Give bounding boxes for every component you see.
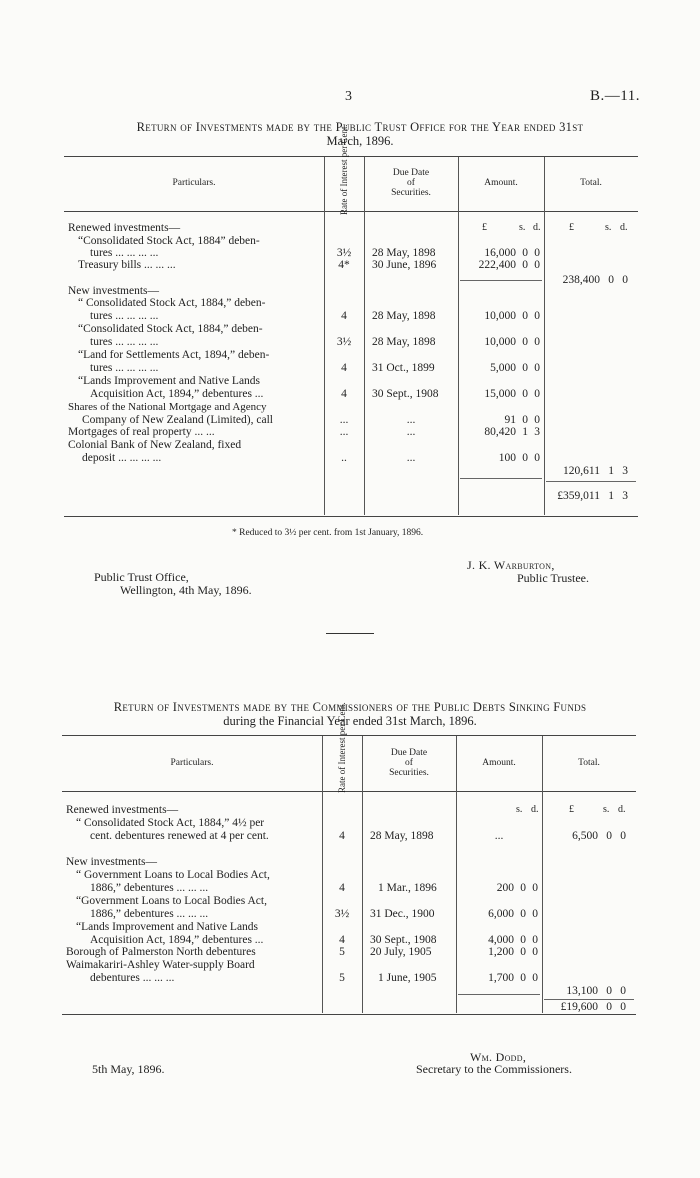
amount-pounds: 80,420	[484, 426, 516, 438]
table1-header-due-3: Securities.	[391, 188, 431, 198]
currency-pence: d.	[620, 222, 628, 233]
subtotal-pounds: 120,611	[563, 465, 600, 477]
amount-pence: 0	[534, 310, 540, 322]
currency-pound: £	[569, 222, 574, 233]
page-reference: B.—11.	[590, 88, 640, 104]
due-date: 30 June, 1896	[372, 259, 437, 271]
particular-line: “Consolidated Stock Act, 1884,” deben-	[78, 323, 263, 335]
amount-shillings: 0	[522, 247, 528, 259]
table2-header-particulars: Particulars.	[170, 758, 214, 768]
particular-line: “Lands Improvement and Native Lands	[78, 375, 261, 387]
particular-line: “ Consolidated Stock Act, 1884,” deben-	[78, 297, 266, 309]
due-date: 28 May, 1898	[370, 830, 434, 842]
table1-header-due-2: of	[407, 178, 415, 188]
due-date: 31 Oct., 1899	[372, 362, 435, 374]
amount-shillings: 1	[522, 426, 528, 438]
section-heading: New investments—	[68, 285, 160, 297]
due-date: 28 May, 1898	[372, 310, 436, 322]
amount-shillings: 0	[522, 388, 528, 400]
due-date: 1 June, 1905	[378, 972, 437, 984]
amount-shillings: 0	[522, 362, 528, 374]
subtotal-shillings: 0	[606, 985, 612, 997]
amount-pence: 3	[534, 426, 540, 438]
table1-col-divider	[544, 157, 545, 515]
rate-value: 4	[339, 830, 345, 842]
amount-pence: 0	[534, 362, 540, 374]
amount-pence: 0	[534, 388, 540, 400]
amount-pounds: 1,700	[488, 972, 514, 984]
amount-shillings: 0	[520, 882, 526, 894]
rate-value: 3½	[334, 908, 350, 920]
particular-line: “Lands Improvement and Native Lands	[76, 921, 259, 933]
date-line: 5th May, 1896.	[92, 1062, 165, 1076]
due-date: 20 July, 1905	[370, 946, 432, 958]
amount-pounds: 10,000	[484, 310, 516, 322]
currency-pence: d.	[533, 222, 541, 233]
grand-total-rule	[544, 999, 634, 1000]
rate-value: 4	[339, 934, 345, 946]
table2-header-amount: Amount.	[482, 758, 516, 768]
particular-line: tures ... ... ... ...	[90, 362, 159, 374]
particular-line: tures ... ... ... ...	[90, 247, 159, 259]
particular-line: tures ... ... ... ...	[90, 336, 159, 348]
table2-header-due-1: Due Date	[390, 748, 428, 758]
particular-line: Colonial Bank of New Zealand, fixed	[68, 439, 242, 451]
amount-shillings: 0	[520, 946, 526, 958]
table1-header-particulars: Particulars.	[172, 178, 216, 188]
table2-header-due-2: of	[405, 758, 413, 768]
particular-line: Treasury bills ... ... ...	[78, 259, 176, 271]
amount-pence: 0	[534, 414, 540, 426]
currency-shillings: s.	[516, 804, 523, 815]
particular-line: Company of New Zealand (Limited), call	[82, 414, 273, 426]
subtotal-shillings: 1	[608, 465, 614, 477]
amount-pence: 0	[532, 946, 538, 958]
due-date: ...	[406, 452, 416, 464]
rate-value: 3½	[336, 336, 352, 348]
amount-pounds: 4,000	[488, 934, 514, 946]
rate-value: 4	[339, 882, 345, 894]
section-separator	[326, 633, 374, 634]
grand-total-shillings: 0	[606, 1001, 612, 1013]
table2-title-line1: Return of Investments made by the Commissioners of the Public Debts Sinking Funds	[113, 700, 587, 714]
particular-line: deposit ... ... ... ...	[82, 452, 162, 464]
amount-pounds: 200	[496, 882, 514, 894]
section-heading: New investments—	[66, 856, 158, 868]
particular-line: “ Consolidated Stock Act, 1884,” 4½ per	[76, 817, 265, 829]
table1-title-line1: Return of Investments made by the Public Trust Office for the Year ended 31st	[136, 120, 584, 134]
grand-total-shillings: 1	[608, 490, 614, 502]
particular-line: Acquisition Act, 1894,” debentures ...	[90, 934, 264, 946]
footnote: * Reduced to 3½ per cent. from 1st January, 1896.	[232, 528, 424, 538]
particular-line: “ Government Loans to Local Bodies Act,	[76, 869, 270, 881]
amount-pence: 0	[534, 452, 540, 464]
particular-line: Waimakariri-Ashley Water-supply Board	[66, 959, 255, 971]
currency-pound: £	[569, 804, 574, 815]
particular-line: Mortgages of real property ... ...	[68, 426, 215, 438]
signatory-title: Secretary to the Commissioners.	[416, 1062, 572, 1076]
amount-pence: 0	[534, 336, 540, 348]
amount-pence: 0	[532, 882, 538, 894]
signatory-name: J. K. Warburton,	[467, 558, 555, 572]
amount-pence: 0	[534, 259, 540, 271]
table1-header-total: Total.	[580, 178, 602, 188]
grand-total-pence: 3	[622, 490, 628, 502]
particular-line: Borough of Palmerston North debentures	[66, 946, 256, 958]
rate-value: ..	[341, 452, 347, 464]
particular-line: “Consolidated Stock Act, 1884” deben-	[78, 235, 260, 247]
table2-title-line2: during the Financial Year ended 31st March, 1896.	[223, 714, 477, 728]
signatory-name: Wm. Dodd,	[470, 1050, 527, 1064]
currency-shillings: s.	[519, 222, 526, 233]
subtotal-pounds: 238,400	[562, 274, 600, 286]
amount-pounds: 16,000	[484, 247, 516, 259]
rate-value: 3½	[336, 247, 352, 259]
amount-shillings: 0	[520, 934, 526, 946]
amount-pounds: 10,000	[484, 336, 516, 348]
section-heading: Renewed investments—	[66, 804, 179, 816]
rate-value: ...	[339, 414, 349, 426]
subtotal-rule	[460, 478, 542, 479]
subtotal-pounds: 13,100	[566, 985, 598, 997]
grand-total-pounds: £359,011	[557, 490, 600, 502]
table1-title-line2: March, 1896.	[326, 134, 394, 148]
table2-header-due-3: Securities.	[389, 768, 429, 778]
office-line1: Public Trust Office,	[94, 570, 189, 584]
amount-pounds: 5,000	[490, 362, 516, 374]
particular-line: 1886,” debentures ... ... ...	[90, 882, 209, 894]
table1-header-amount: Amount.	[484, 178, 518, 188]
amount-pounds: 1,200	[488, 946, 514, 958]
grand-total-pounds: £19,600	[560, 1001, 598, 1013]
amount-pence: 0	[534, 247, 540, 259]
table1-top-rule	[64, 156, 638, 157]
signatory-title: Public Trustee.	[517, 571, 590, 585]
table2-header-rate: Rate of Interest per Cent.	[337, 702, 347, 793]
particular-line: “Land for Settlements Act, 1894,” deben-	[78, 349, 270, 361]
table2-bottom-rule	[62, 1014, 636, 1015]
particular-line: debentures ... ... ...	[90, 972, 175, 984]
due-date: ...	[406, 426, 416, 438]
rate-value: 4*	[338, 259, 350, 271]
amount-pounds: 100	[498, 452, 516, 464]
rate-value: 4	[341, 362, 347, 374]
currency-shillings: s.	[605, 222, 612, 233]
subtotal-rule	[458, 994, 540, 995]
table1-bottom-rule	[64, 516, 638, 517]
table1-header-rate: Rate of Interest per Cent.	[339, 124, 349, 215]
due-date: 28 May, 1898	[372, 336, 436, 348]
rate-value: 5	[339, 972, 345, 984]
amount-shillings: 0	[520, 972, 526, 984]
rate-value: 5	[339, 946, 345, 958]
due-date: 30 Sept., 1908	[372, 388, 439, 400]
due-date: 1 Mar., 1896	[378, 882, 437, 894]
grand-total-rule	[546, 481, 636, 482]
amount-shillings: 0	[520, 908, 526, 920]
amount-pence: 0	[532, 934, 538, 946]
due-date: 31 Dec., 1900	[370, 908, 435, 920]
amount-pence: 0	[532, 972, 538, 984]
currency-pound: £	[482, 222, 487, 233]
particular-line: Acquisition Act, 1894,” debentures ...	[90, 388, 264, 400]
amount-pence: 0	[532, 908, 538, 920]
due-date: 30 Sept., 1908	[370, 934, 437, 946]
table2-header-total: Total.	[578, 758, 600, 768]
amount-shillings: 0	[522, 414, 528, 426]
amount-shillings: 0	[522, 310, 528, 322]
amount-pounds: 91	[504, 414, 516, 426]
particular-line: tures ... ... ... ...	[90, 310, 159, 322]
total-pounds: 6,500	[572, 830, 598, 842]
section-heading: Renewed investments—	[68, 222, 181, 234]
amount-pounds: ...	[494, 830, 504, 842]
page-number: 3	[345, 89, 352, 104]
table1-header-rule	[64, 211, 638, 212]
currency-pence: d.	[618, 804, 626, 815]
rate-value: 4	[341, 388, 347, 400]
amount-shillings: 0	[522, 452, 528, 464]
subtotal-shillings: 0	[608, 274, 614, 286]
office-line2: Wellington, 4th May, 1896.	[120, 583, 252, 597]
total-shillings: 0	[606, 830, 612, 842]
amount-pounds: 6,000	[488, 908, 514, 920]
table1-header-due-1: Due Date	[392, 168, 430, 178]
particular-line: Shares of the National Mortgage and Agency	[68, 401, 267, 413]
amount-pounds: 15,000	[484, 388, 516, 400]
due-date: 28 May, 1898	[372, 247, 436, 259]
currency-shillings: s.	[603, 804, 610, 815]
particular-line: cent. debentures renewed at 4 per cent.	[90, 830, 269, 842]
table2-col-divider	[542, 736, 543, 1013]
subtotal-rule	[460, 280, 542, 281]
grand-total-pence: 0	[620, 1001, 626, 1013]
particular-line: “Government Loans to Local Bodies Act,	[76, 895, 267, 907]
amount-pounds: 222,400	[478, 259, 516, 271]
subtotal-pence: 3	[622, 465, 628, 477]
table2-top-rule	[62, 735, 636, 736]
particular-line: 1886,” debentures ... ... ...	[90, 908, 209, 920]
rate-value: 4	[341, 310, 347, 322]
total-pence: 0	[620, 830, 626, 842]
amount-shillings: 0	[522, 336, 528, 348]
rate-value: ...	[339, 426, 349, 438]
amount-shillings: 0	[522, 259, 528, 271]
subtotal-pence: 0	[620, 985, 626, 997]
subtotal-pence: 0	[622, 274, 628, 286]
currency-pence: d.	[531, 804, 539, 815]
table2-header-rule	[62, 791, 636, 792]
due-date: ...	[406, 414, 416, 426]
